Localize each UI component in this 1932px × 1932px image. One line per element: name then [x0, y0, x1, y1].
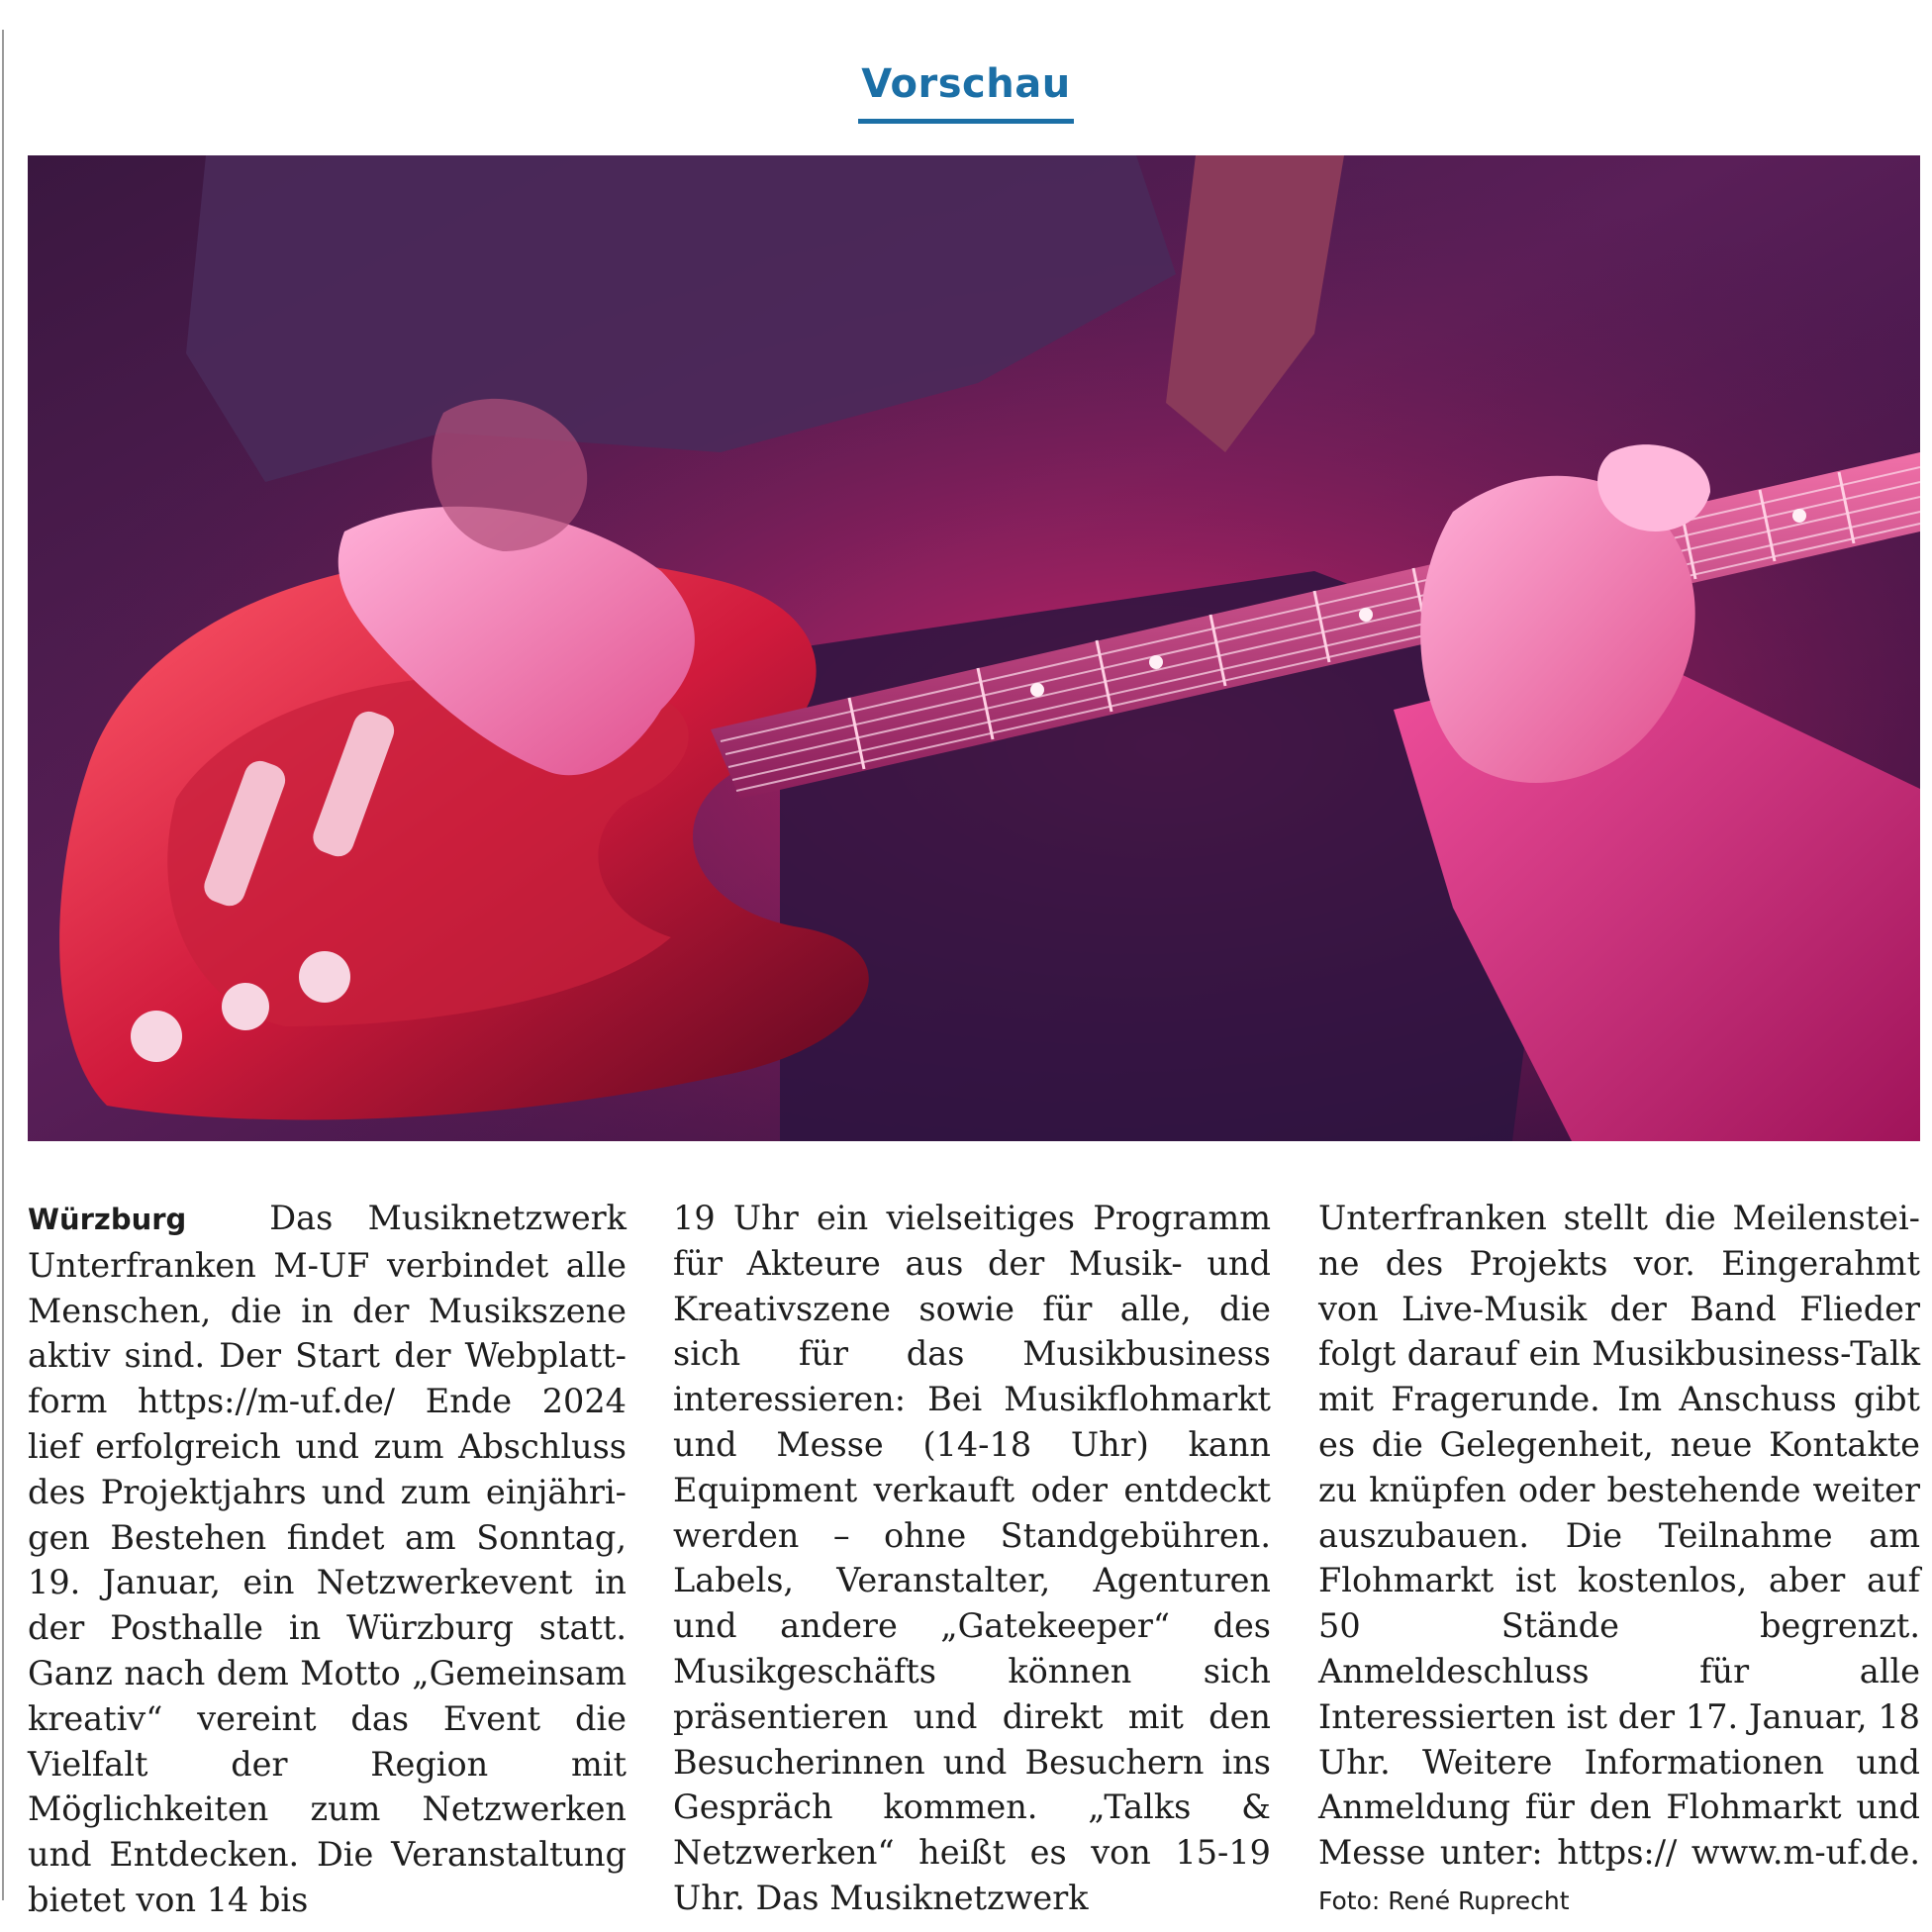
article-text-col3: Unterfranken stellt die Meilensteine des Projekts vor. Eingerahmt von Live-Musik der Band Flieder folgt darauf ein Musikbusiness-Talk mit Fragerunde. Im Anschuss gibt es die Gelegenheit, neue Kontakte zu knüpfen oder bestehende weiter auszubauen. Die Teilnahme am Flohmarkt ist kostenlos, aber auf 50 Stände begrenzt. Anmeldeschluss für alle Interessierten ist der 17. Januar, 18 Uhr. Weitere Informationen und Anmeldung für den Flohmarkt und Messe unter: https:// www.m-uf.de. [1318, 1199, 1920, 1873]
dateline: Würzburg [28, 1203, 187, 1236]
section-title: Vorschau [858, 61, 1073, 124]
photo-guitarist-icon [28, 155, 1920, 1141]
photo-credit: Foto: René Ruprecht [1318, 1885, 1570, 1915]
article-text-col1: Das Musiknetzwerk Unterfranken M-UF verbindet alle Menschen, die in der Musikszene aktiv sind. Der Start der Webplattform https://m-uf.de/ Ende 2024 lief erfolgreich und zum Abschluss des Projektjahrs und zum einjährigen Bestehen findet am Sonntag, 19. Januar, ein Netzwerkevent in der Posthalle in Würzburg statt. Ganz nach dem Motto „Gemeinsam kreativ“ vereint das Event die Vielfalt der Region mit Möglichkeiten zum Netzwerken und Entdecken. Die Veranstaltung bietet von 14 bis [28, 1199, 627, 1919]
column-rule [2, 30, 4, 1900]
section-header [0, 61, 1932, 124]
article-column-1 [28, 1196, 627, 1919]
article-column-2 [673, 1196, 1271, 1917]
article-photo [28, 155, 1920, 1141]
article-column-3 [1318, 1196, 1920, 1915]
article-text-col2: 19 Uhr ein vielseitiges Programm für Akteure aus der Musik- und Kreativszene sowie für alle, die sich für das Musikbusiness interessieren: Bei Musikflohmarkt und Messe (14-18 Uhr) kann Equipment verkauft oder entdeckt werden – ohne Standgebühren. Labels, Veranstalter, Agenturen und andere „Gatekeeper“ des Musikgeschäfts können sich präsentieren und direkt mit den Besucherinnen und Besuchern ins Gespräch kommen. „Talks & Netzwerken“ heißt es von 15-19 Uhr. Das Musiknetzwerk [673, 1199, 1271, 1917]
